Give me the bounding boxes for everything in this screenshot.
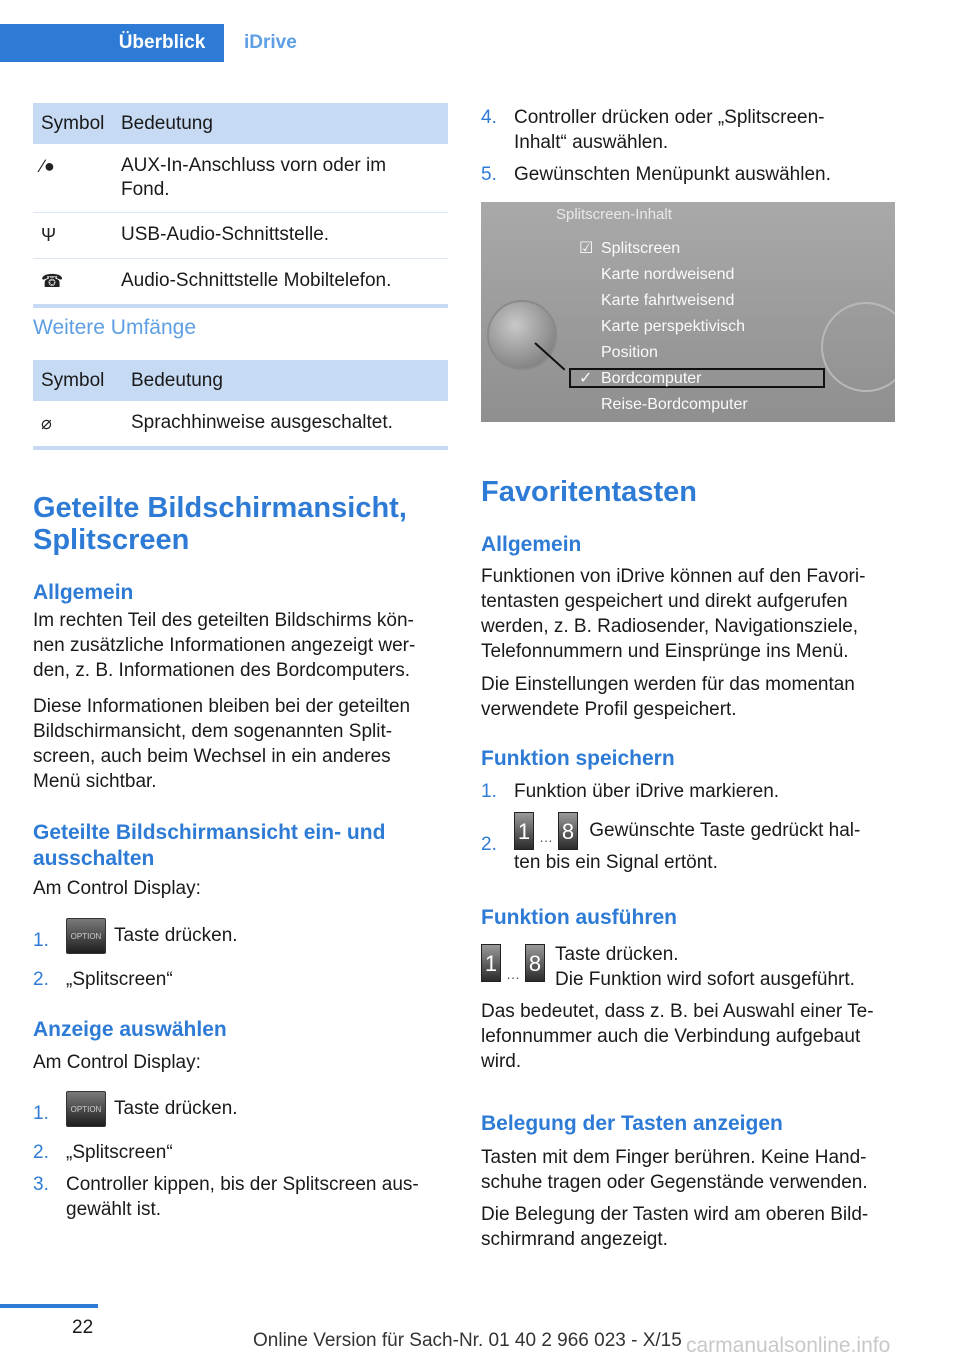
list-item (481, 779, 895, 804)
table-row (33, 144, 448, 213)
text-line: Im rechten Teil des geteilten Bildschirms kön- (33, 610, 414, 631)
section-heading-weitere: Weitere Umfänge (33, 316, 197, 339)
list-item (481, 105, 895, 155)
paragraph (481, 1202, 895, 1252)
table-cell: Audio-Schnittstelle Mobiltelefon. (121, 270, 392, 291)
tab-ueberblick[interactable]: Überblick (0, 24, 224, 62)
heading-allgemein: Allgemein (481, 533, 582, 556)
list-item (481, 812, 895, 875)
table-header-symbol: Symbol (33, 360, 123, 401)
list-number: 1. (33, 1103, 49, 1124)
controller-knob-icon (487, 300, 557, 370)
list-text: Taste drücken. (114, 1098, 238, 1120)
option-button-icon: OPTION (66, 918, 106, 954)
list-number: 3. (33, 1174, 49, 1195)
favorite-key-icon: 8 (525, 944, 545, 982)
title-line: Splitscreen (33, 524, 190, 556)
display-arc-decoration (821, 302, 895, 392)
list-text: Inhalt“ auswählen. (514, 132, 669, 153)
list-text: Gewünschten Menüpunkt auswählen. (514, 164, 831, 185)
list-number: 2. (481, 834, 497, 855)
text-line: Die Funktion wird sofort ausgeführt. (555, 969, 855, 990)
text-line: Bildschirmansicht, dem sogenannten Split- (33, 721, 393, 742)
paragraph (481, 999, 895, 1074)
table-header-symbol: Symbol (33, 103, 113, 144)
table-cell: USB-Audio-Schnittstelle. (121, 224, 330, 245)
list-text: Taste drücken. (114, 925, 238, 947)
list-text: „Splitscreen“ (66, 969, 173, 990)
menu-item: Karte nordweisend (601, 266, 735, 283)
heading-anzeige-auswaehlen: Anzeige auswählen (33, 1018, 227, 1041)
paragraph (33, 608, 448, 683)
title-line: Geteilte Bildschirmansicht, (33, 492, 407, 524)
heading-allgemein: Allgemein (33, 581, 134, 604)
text-line: Das bedeutet, dass z. B. bei Auswahl einer Te- (481, 1001, 874, 1022)
menu-item: Karte perspektivisch (601, 318, 746, 335)
phone-audio-icon: ☎ (41, 271, 64, 291)
usb-icon: Ψ (41, 225, 57, 245)
paragraph: Am Control Display: (33, 1052, 201, 1073)
heading-funktion-ausfuehren: Funktion ausführen (481, 906, 677, 929)
speech-off-icon: ⌀ (41, 413, 52, 433)
top-tab-bar (0, 0, 895, 62)
list-item (33, 1091, 448, 1127)
text-line: Funktionen von iDrive können auf den Favori- (481, 566, 866, 587)
symbol-table-2 (33, 360, 448, 450)
table-row (33, 401, 448, 448)
display-header: Splitscreen-Inhalt (556, 206, 672, 223)
heading-belegung-anzeigen: Belegung der Tasten anzeigen (481, 1112, 783, 1135)
menu-item: ✓ Bordcomputer (601, 366, 748, 392)
list-text: Controller drücken oder „Splitscreen- (514, 107, 825, 128)
table-header-bedeutung: Bedeutung (113, 103, 448, 144)
heading-line: ausschalten (33, 847, 155, 870)
option-button-icon: OPTION (66, 1091, 106, 1127)
list-number: 4. (481, 107, 497, 128)
aux-plug-icon: ∕● (41, 156, 55, 176)
table-header-bedeutung: Bedeutung (123, 360, 448, 401)
paragraph (481, 672, 895, 722)
list-number: 2. (33, 969, 49, 990)
list-text: Controller kippen, bis der Splitscreen aus- (66, 1174, 419, 1195)
checkbox-checked-icon: ☑ (579, 240, 594, 257)
text-line: Diese Informationen bleiben bei der geteilten (33, 696, 411, 717)
symbol-table-1 (33, 103, 448, 308)
table-row (33, 213, 448, 259)
paragraph (481, 564, 895, 664)
text-line: Telefonnummern und Einsprünge ins Menü. (481, 641, 849, 662)
text-line: Tasten mit dem Finger berühren. Keine Hand- (481, 1147, 867, 1168)
watermark: carmanualsonline.info (686, 1334, 891, 1357)
page-number: 22 (72, 1317, 94, 1338)
menu-item: Reise-Bordcomputer (601, 396, 748, 413)
text-line: schirmrand angezeigt. (481, 1229, 668, 1250)
list-number: 1. (33, 930, 49, 951)
list-item (33, 1172, 448, 1222)
text-line: Die Einstellungen werden für das momentan (481, 674, 855, 695)
list-text: ten bis ein Signal ertönt. (514, 852, 718, 873)
table-cell: AUX-In-Anschluss vorn oder im Fond. (121, 155, 387, 200)
table-cell: Sprachhinweise ausgeschaltet. (131, 412, 393, 433)
heading-line: Geteilte Bildschirmansicht ein- und (33, 821, 386, 844)
list-text: gewählt ist. (66, 1199, 162, 1220)
list-text: Funktion über iDrive markieren. (514, 781, 780, 802)
paragraph (555, 942, 895, 992)
text-line: screen, auch beim Wechsel in ein anderes (33, 746, 391, 767)
text-line: Menü sichtbar. (33, 771, 157, 792)
list-item (481, 162, 895, 187)
paragraph: Am Control Display: (33, 878, 201, 899)
text-line: lefonnummer auch die Verbindung aufgebaut (481, 1026, 861, 1047)
text-line: Taste drücken. (555, 944, 679, 965)
text-line: tentasten gespeichert und direkt aufgerufen (481, 591, 848, 612)
footer-text: Online Version für Sach-Nr. 01 40 2 966 023 - X/15 (253, 1330, 682, 1351)
control-display-screenshot (481, 202, 895, 422)
text-line: nen zusätzliche Informationen angezeigt wer- (33, 635, 416, 656)
favorite-key-icon: 1 (514, 812, 534, 850)
menu-item: ☑ Splitscreen (601, 236, 748, 262)
list-item (33, 967, 448, 992)
paragraph (481, 1145, 895, 1195)
list-text: „Splitscreen“ (66, 1142, 173, 1163)
ellipsis: … (539, 829, 553, 845)
text-line: Die Belegung der Tasten wird am oberen Bild- (481, 1204, 869, 1225)
text-line: verwendete Profil gespeichert. (481, 699, 737, 720)
footer-rule (0, 1304, 98, 1308)
ellipsis: … (506, 966, 520, 982)
heading-funktion-speichern: Funktion speichern (481, 747, 675, 770)
list-item (33, 918, 448, 954)
favorite-key-icon: 1 (481, 944, 501, 982)
text-line: den, z. B. Informationen des Bordcomputers. (33, 660, 411, 681)
list-number: 5. (481, 164, 497, 185)
section-title-favoritentasten: Favoritentasten (481, 476, 697, 508)
favorite-key-icon: 8 (558, 812, 578, 850)
checkmark-icon: ✓ (579, 370, 593, 387)
display-menu (579, 236, 748, 418)
text-line: schuhe tragen oder Gegenstände verwenden. (481, 1172, 868, 1193)
text-line: wird. (481, 1051, 522, 1072)
section-title-splitscreen (33, 492, 448, 556)
menu-item: Position (601, 344, 658, 361)
list-number: 2. (33, 1142, 49, 1163)
tab-idrive[interactable]: iDrive (224, 24, 895, 62)
list-text: Gewünschte Taste gedrückt hal- (589, 820, 861, 842)
heading-toggle-splitscreen (33, 820, 448, 872)
menu-item: Karte fahrtweisend (601, 292, 735, 309)
list-number: 1. (481, 781, 497, 802)
paragraph (33, 694, 448, 794)
table-row (33, 259, 448, 307)
text-line: werden, z. B. Radiosender, Navigationsziele, (481, 616, 859, 637)
list-item (33, 1140, 448, 1165)
